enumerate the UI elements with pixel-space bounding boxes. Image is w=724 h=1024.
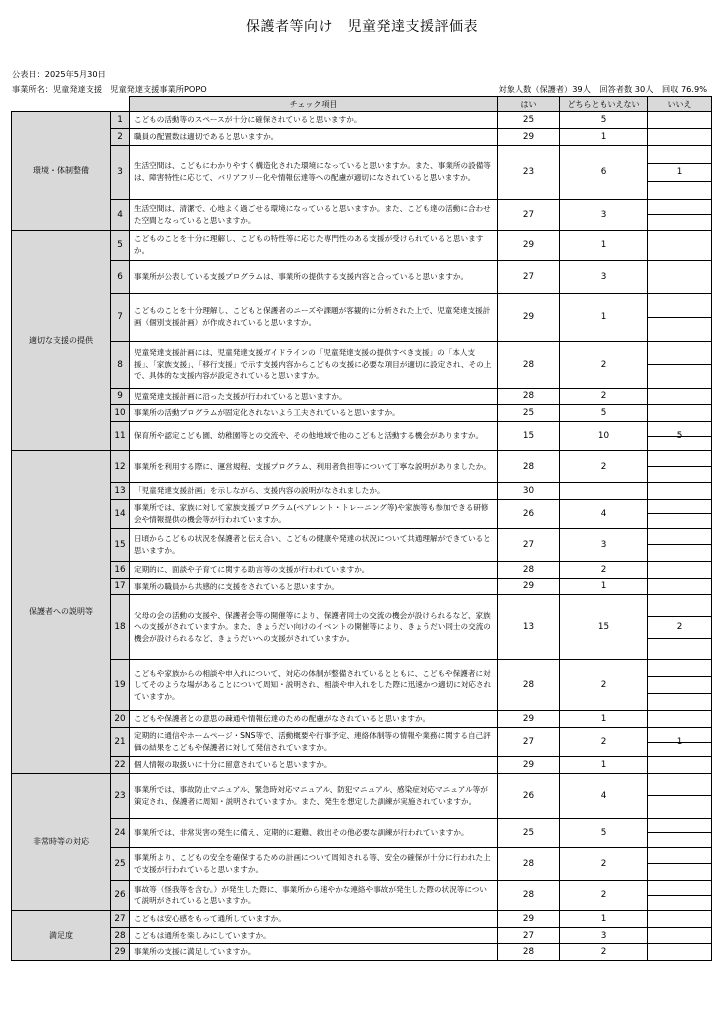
no-count [648,660,711,710]
table-row [12,757,712,774]
question-text: こどもの活動等のスペースが十分に確保されていると思いますか。 [130,112,498,129]
neither-count: 3 [560,199,648,230]
item-number: 14 [111,499,130,528]
question-text: 定期的に通信やホームページ・SNS等で、活動概要や行事予定、連絡体制等の情報や業務に関する自己評価の結果をこどもや保護者に対して発信されていますか。 [130,728,498,757]
no-count [648,848,711,880]
yes-count: 28 [498,451,560,483]
no-count-cell [648,199,712,230]
table-row [12,199,712,230]
table-row [12,528,712,561]
response-stats [493,84,707,95]
question-text: 事業所の活動プログラムが固定化されないよう工夫されていると思いますか。 [130,405,498,422]
table-row [12,818,712,847]
item-number: 3 [111,145,130,199]
question-text: 「児童発達支援計画」を示しながら、支援内容の説明がなされましたか。 [130,483,498,500]
subject-count: 対象人数（保護者）39人 [498,84,591,94]
neither-count: 6 [560,145,648,199]
neither-count: 5 [560,818,648,847]
question-text: 事業所より、こどもの安全を確保するための計画について周知される等、安全の確保が十分に行われた上で支援が行われていると思いますか。 [130,847,498,880]
neither-count: 15 [560,595,648,660]
question-text: こどもや保護者との意思の疎通や情報伝達のための配慮がなされていると思いますか。 [130,711,498,728]
no-count-cell [648,260,712,293]
neither-count: 4 [560,499,648,528]
question-text: こどもは安心感をもって通所していますか。 [130,910,498,927]
page-title: 保護者等向け 児童発達支援評価表 [246,19,478,35]
no-count-cell [648,112,712,129]
no-count-cell [648,711,712,728]
neither-count: 1 [560,711,648,728]
no-count-cell [648,818,712,847]
no-count-cell [648,927,712,944]
question-text: 事業所では、非常災害の発生に備え、定期的に避難、救出その他必要な訓練が行われていますか。 [130,818,498,847]
no-count: 1 [676,167,683,178]
yes-count: 23 [498,145,560,199]
table-row [12,711,712,728]
yes-count: 28 [498,660,560,711]
no-count [648,129,711,143]
neither-count: 1 [560,293,648,341]
yes-count: 26 [498,499,560,528]
item-number: 4 [111,199,130,230]
no-count-cell [648,528,712,561]
item-number: 8 [111,341,130,388]
table-row [12,388,712,405]
neither-count: 1 [560,230,648,260]
item-number: 19 [111,660,130,711]
neither-count: 2 [560,660,648,711]
no-count-cell [648,880,712,910]
no-count-cell [648,578,712,595]
table-row [12,422,712,451]
no-count [648,342,711,388]
item-number: 23 [111,773,130,818]
question-text: 児童発達支援計画には、児童発達支援ガイドラインの「児童発達支援の提供すべき支援」の「本人支援」、「家族支援」、「移行支援」で示す支援内容からこどもの支援に必要な項目が適切に設定され、その上で、具体的な支援内容が設定されていると思いますか。 [130,341,498,388]
table-row [12,405,712,422]
no-count: 2 [676,622,683,633]
question-text: 父母の会の活動の支援や、保護者会等の開催等により、保護者同士の交流の機会が設けられるなど、家族への支援がされていますか。また、きょうだい向けのイベントの開催等により、きょうだい同士の交流の機会が設けられるなど、きょうだいへの支援がされていますか。 [130,595,498,660]
no-count-cell [648,405,712,422]
table-row [12,880,712,910]
neither-count: 2 [560,561,648,578]
no-count-cell [648,422,712,451]
question-text: 保育所や認定こども園、幼稚園等との交流や、その他地域で他のこどもと活動する機会がありますか。 [130,422,498,451]
yes-count: 27 [498,927,560,944]
table-row [12,773,712,818]
no-count-cell [648,944,712,961]
yes-count: 28 [498,561,560,578]
yes-count: 25 [498,112,560,129]
question-text: 職員の配置数は適切であると思いますか。 [130,128,498,145]
table-row [12,145,712,199]
item-number: 6 [111,260,130,293]
published-date: 公表日：2025年5月30日 [12,69,106,79]
no-count [648,562,711,576]
no-count [648,944,711,957]
category-label: 適切な支援の提供 [12,230,111,451]
item-number: 13 [111,483,130,500]
yes-count: 29 [498,578,560,595]
category-label: 満足度 [12,910,111,960]
no-count [648,451,711,482]
item-number: 9 [111,388,130,405]
neither-count: 5 [560,405,648,422]
question-text: 定期的に、面談や子育てに関する助言等の支援が行われていますか。 [130,561,498,578]
category-label: 保護者への説明等 [12,451,111,774]
table-body [12,112,712,961]
item-number: 28 [111,927,130,944]
no-count-cell [648,561,712,578]
no-count-cell [648,341,712,388]
no-count: 5 [676,431,683,442]
table-row [12,660,712,711]
no-count-cell [648,128,712,145]
question-text: こどもや家族からの相談や申入れについて、対応の体制が整備されているとともに、こどもや保護者に対してそのような場があることについて周知・説明され、相談や申入れをした際に迅速かつ適切に対応されていますか。 [130,660,498,711]
question-text: 児童発達支援計画に沿った支援が行われていると思いますか。 [130,388,498,405]
no-count [648,711,711,725]
no-count [648,483,711,497]
yes-count: 29 [498,757,560,774]
no-count [648,911,711,925]
neither-count: 3 [560,260,648,293]
respondent-count: 回答者数 30人 [599,84,654,94]
neither-count: 4 [560,773,648,818]
question-text: 事業所の支援に満足していますか。 [130,944,498,961]
yes-count: 29 [498,711,560,728]
neither-count: 2 [560,728,648,757]
yes-count: 25 [498,818,560,847]
yes-count: 28 [498,341,560,388]
yes-count: 29 [498,293,560,341]
item-number: 12 [111,451,130,483]
item-number: 20 [111,711,130,728]
table-row [12,910,712,927]
neither-count: 2 [560,880,648,910]
item-number: 10 [111,405,130,422]
item-number: 25 [111,847,130,880]
neither-count: 2 [560,847,648,880]
question-text: 事業所の職員から共感的に支援をされていると思いますか。 [130,578,498,595]
no-count-cell [648,483,712,500]
table-row [12,578,712,595]
yes-count: 13 [498,595,560,660]
category-label: 非常時等の対応 [12,773,111,910]
question-text: こどものことを十分に理解し、こどもの特性等に応じた専門性のある支援が受けられていると思いますか。 [130,230,498,260]
no-count [648,112,711,123]
no-count-cell [648,595,712,660]
no-count-cell [648,847,712,880]
neither-count: 3 [560,528,648,561]
header-blank [12,97,130,112]
yes-count: 29 [498,128,560,145]
no-count [648,529,711,561]
table-row [12,483,712,500]
yes-count: 30 [498,483,560,500]
no-count [648,200,711,230]
header-neither: どちらともいえない [560,97,648,112]
no-count-cell [648,660,712,711]
neither-count: 3 [560,927,648,944]
item-number: 2 [111,128,130,145]
no-count-cell [648,293,712,341]
table-row [12,451,712,483]
neither-count: 1 [560,757,648,774]
item-number: 7 [111,293,130,341]
yes-count: 27 [498,528,560,561]
neither-count: 5 [560,112,648,129]
yes-count: 15 [498,422,560,451]
no-count-cell [648,728,712,757]
no-count-cell [648,757,712,774]
yes-count: 28 [498,388,560,405]
no-count [648,405,711,419]
neither-count: 2 [560,944,648,961]
no-count [648,389,711,400]
neither-count: 1 [560,578,648,595]
neither-count: 10 [560,422,648,451]
table-row [12,595,712,660]
question-text: 日頃からこどもの状況を保護者と伝え合い、こどもの健康や発達の状況について共通理解ができていると思いますか。 [130,528,498,561]
question-text: 生活空間は、こどもにわかりやすく構造化された環境になっていると思いますか。また、事業所の設備等は、障害特性に応じて、バリアフリー化や情報伝達等への配慮が適切になされていると思いますか。 [130,145,498,199]
no-count-cell [648,388,712,405]
item-number: 15 [111,528,130,561]
table-header-row [12,97,712,112]
table-row [12,260,712,293]
item-number: 18 [111,595,130,660]
no-count: 1 [676,737,683,748]
no-count [648,294,711,341]
item-number: 1 [111,112,130,129]
item-number: 16 [111,561,130,578]
yes-count: 28 [498,880,560,910]
question-text: こどもは通所を楽しみにしていますか。 [130,927,498,944]
question-text: 個人情報の取扱いに十分に留意されていると思いますか。 [130,757,498,774]
question-text: こどものことを十分理解し、こどもと保護者のニーズや課題が客観的に分析された上で、児童発達支援計画（個別支援計画）が作成されていると思いますか。 [130,293,498,341]
no-count-cell [648,230,712,260]
header-check-item: チェック項目 [130,97,498,112]
no-count [648,261,711,293]
header-yes: はい [498,97,560,112]
evaluation-table [11,96,712,961]
item-number: 27 [111,910,130,927]
no-count [648,231,711,260]
question-text: 事業所では、事故防止マニュアル、緊急時対応マニュアル、防犯マニュアル、感染症対応マニュアル等が策定され、保護者に周知・説明されていますか。また、発生を想定した訓練が実施されていますか。 [130,773,498,818]
no-count [648,819,711,847]
neither-count: 1 [560,910,648,927]
yes-count: 27 [498,260,560,293]
item-number: 17 [111,578,130,595]
item-number: 24 [111,818,130,847]
no-count [648,757,711,771]
yes-count: 28 [498,944,560,961]
no-count [648,881,711,910]
neither-count: 2 [560,388,648,405]
item-number: 5 [111,230,130,260]
item-number: 26 [111,880,130,910]
table-row [12,728,712,757]
yes-count: 25 [498,405,560,422]
yes-count: 29 [498,910,560,927]
neither-count: 2 [560,341,648,388]
office-name: 事業所名：児童発達支援 児童発達支援事業所POPO [12,84,207,94]
header-no: いいえ [648,97,712,112]
neither-count: 2 [560,451,648,483]
response-rate: 回収 76.9% [662,84,707,94]
question-text: 事業所を利用する際に、運営規程、支援プログラム、利用者負担等について丁寧な説明がありましたか。 [130,451,498,483]
no-count [648,579,711,592]
yes-count: 27 [498,199,560,230]
question-text: 事故等（怪我等を含む。）が発生した際に、事業所から速やかな連絡や事故が発生した際の状況等について説明がされていると思いますか。 [130,880,498,910]
no-count-cell [648,451,712,483]
table-row [12,561,712,578]
question-text: 生活空間は、清潔で、心地よく過ごせる環境になっていると思いますか。また、こども達の活動に合わせた空間となっていると思いますか。 [130,199,498,230]
no-count-cell [648,773,712,818]
table-row [12,847,712,880]
no-count [648,928,711,941]
yes-count: 27 [498,728,560,757]
yes-count: 29 [498,230,560,260]
table-row [12,927,712,944]
table-row [12,944,712,961]
no-count [648,774,711,818]
neither-count: 1 [560,128,648,145]
table-row [12,341,712,388]
no-count-cell [648,499,712,528]
question-text: 事業所が公表している支援プログラムは、事業所の提供する支援内容と合っていると思いますか。 [130,260,498,293]
table-row [12,230,712,260]
category-label: 環境・体制整備 [12,112,111,231]
neither-count [560,483,648,500]
table-row [12,499,712,528]
item-number: 21 [111,728,130,757]
no-count-cell [648,145,712,199]
yes-count: 26 [498,773,560,818]
no-count-cell [648,910,712,927]
table-row [12,128,712,145]
table-row [12,112,712,129]
item-number: 29 [111,944,130,961]
no-count [648,500,711,528]
item-number: 22 [111,757,130,774]
yes-count: 28 [498,847,560,880]
question-text: 事業所では、家族に対して家族支援プログラム(ペアレント・トレーニング等)や家族等も参加できる研修会や情報提供の機会等が行われていますか。 [130,499,498,528]
item-number: 11 [111,422,130,451]
table-row [12,293,712,341]
